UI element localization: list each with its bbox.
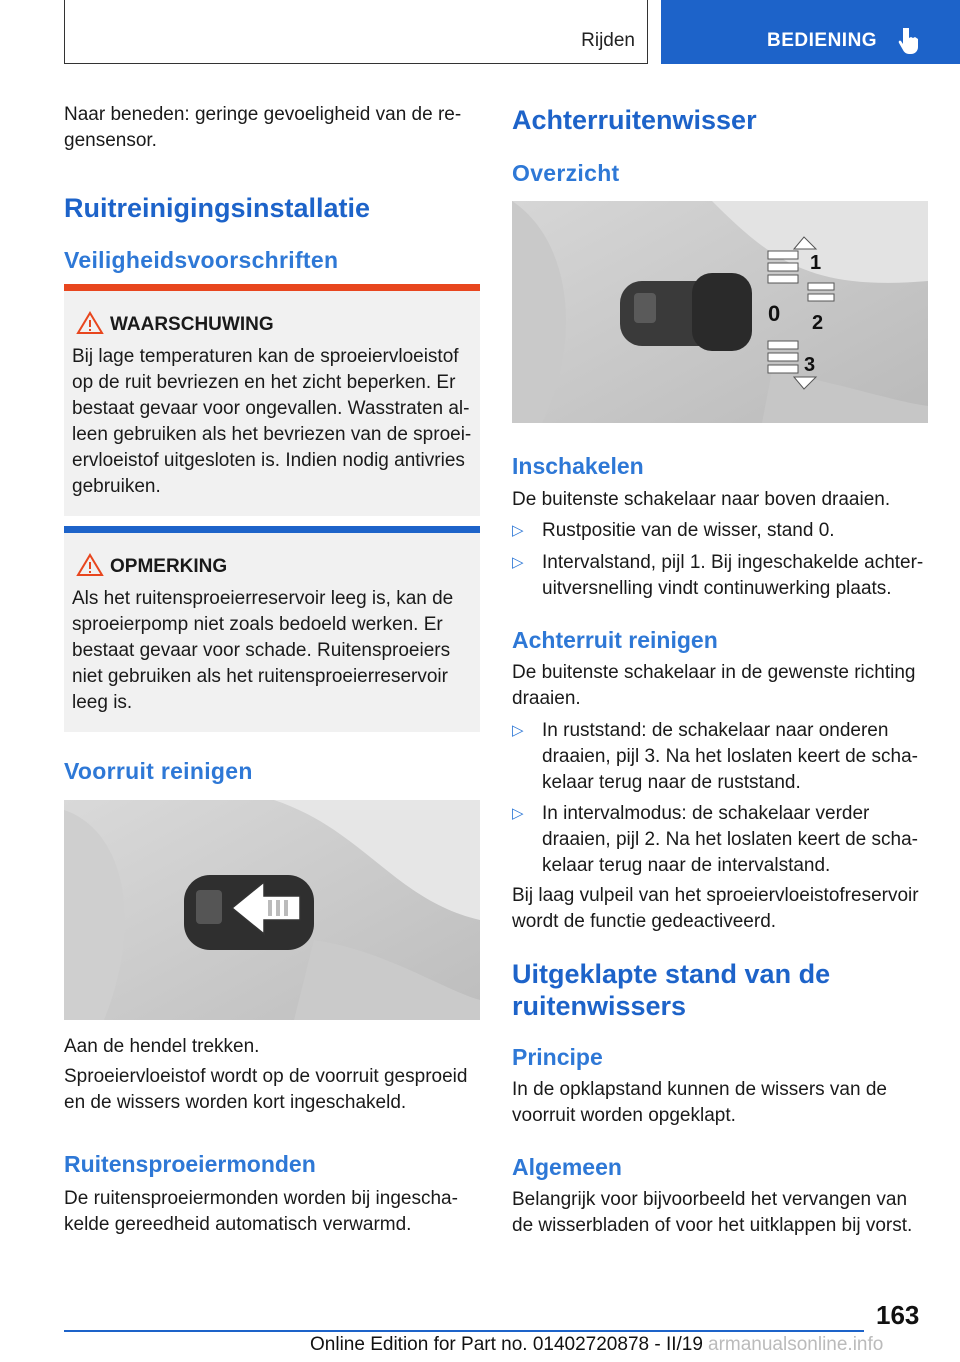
pointing-hand-icon [895, 26, 925, 56]
front-text-2: Sproeiervloeistof wordt op de voorruit gesproeid en de wissers worden kort ingeschakeld. [64, 1066, 468, 1113]
diagram-label-1: 1 [810, 252, 822, 274]
overview-heading: Overzicht [512, 160, 620, 186]
page-number: 163 [876, 1300, 920, 1330]
footer-edition: Online Edition for Part no. 01402720878 - II/19 [310, 1334, 703, 1355]
general-text: Belangrijk voor bijvoorbeeld het vervangen van de wisserbladen of voor het uitklappen bij vorst. [512, 1189, 913, 1236]
principle-heading: Principe [512, 1044, 603, 1070]
intro-text: Naar beneden: geringe gevoeligheid van de re-gensensor. [64, 104, 462, 151]
header-tab-label: BEDIENING [767, 30, 878, 51]
clean-rear-text: De buitenste schakelaar in de gewenste richting draaien. [512, 662, 916, 709]
warning-triangle-icon [76, 311, 104, 335]
warning-bar [64, 284, 480, 291]
section-heading-cleaning: Ruitreinigingsinstallatie [64, 193, 371, 223]
switch-on-heading: Inschakelen [512, 453, 644, 479]
note-title: OPMERKING [110, 556, 228, 577]
clean-rear-note: Bij laag vulpeil van het sproeiervloeistofreservoir wordt de functie gedeactiveerd. [512, 885, 919, 932]
triangle-bullet-icon: ▷ [512, 554, 524, 571]
note-box [64, 526, 480, 732]
caution-triangle-icon [76, 553, 104, 577]
front-heading: Voorruit reinigen [64, 758, 253, 784]
folded-position-heading: Uitgeklapte stand van de ruitenwissers [512, 959, 831, 1021]
footer-divider [64, 1330, 864, 1332]
header-section-label: Rijden [581, 30, 635, 51]
diagram-label-3: 3 [804, 354, 816, 376]
triangle-bullet-icon: ▷ [512, 522, 524, 539]
diagram-label-2: 2 [812, 312, 824, 334]
watermark: armanualsonline.info [708, 1334, 884, 1355]
clean-rear-heading: Achterruit reinigen [512, 627, 718, 653]
rear-wiper-switch-illustration [512, 201, 928, 423]
front-text-1: Aan de hendel trekken. [64, 1036, 260, 1057]
diagram-label-0: 0 [768, 301, 781, 326]
nozzles-text: De ruitensproeiermonden worden bij ingescha-kelde gereedheid automatisch verwarmd. [64, 1188, 458, 1235]
note-bar [64, 526, 480, 533]
principle-text: In de opklapstand kunnen de wissers van de voorruit worden opgeklapt. [512, 1079, 887, 1126]
general-heading: Algemeen [512, 1154, 622, 1180]
front-wiper-lever-illustration [64, 800, 480, 1020]
warning-body: Bij lage temperaturen kan de sproeiervloeistof op de ruit bevriezen en het zicht beperken. Er bestaat gevaar voor ongevallen. Wasstraten al-leen gebruiken als het bevriezen van de sproei-ervloeistof uitgesloten is. Indien nodig antivries gebruiken. [72, 346, 472, 497]
triangle-bullet-icon: ▷ [512, 805, 524, 822]
safety-heading: Veiligheidsvoorschriften [64, 247, 339, 273]
note-body: Als het ruitensproeierreservoir leeg is, kan de sproeierpomp niet zoals bedoeld werken. Er bestaat gevaar voor schade. Ruitensproeiers niet gebruiken als het ruitensproeierreservoir leeg is. [72, 588, 454, 713]
switch-on-text: De buitenste schakelaar naar boven draaien. [512, 489, 891, 510]
nozzles-heading: Ruitensproeiermonden [64, 1151, 316, 1177]
header-tab [661, 0, 960, 64]
warning-title: WAARSCHUWING [110, 314, 274, 335]
rear-wiper-heading: Achterruitenwisser [512, 105, 757, 135]
warning-box [64, 284, 480, 516]
triangle-bullet-icon: ▷ [512, 722, 524, 739]
header-section-box [64, 0, 648, 64]
